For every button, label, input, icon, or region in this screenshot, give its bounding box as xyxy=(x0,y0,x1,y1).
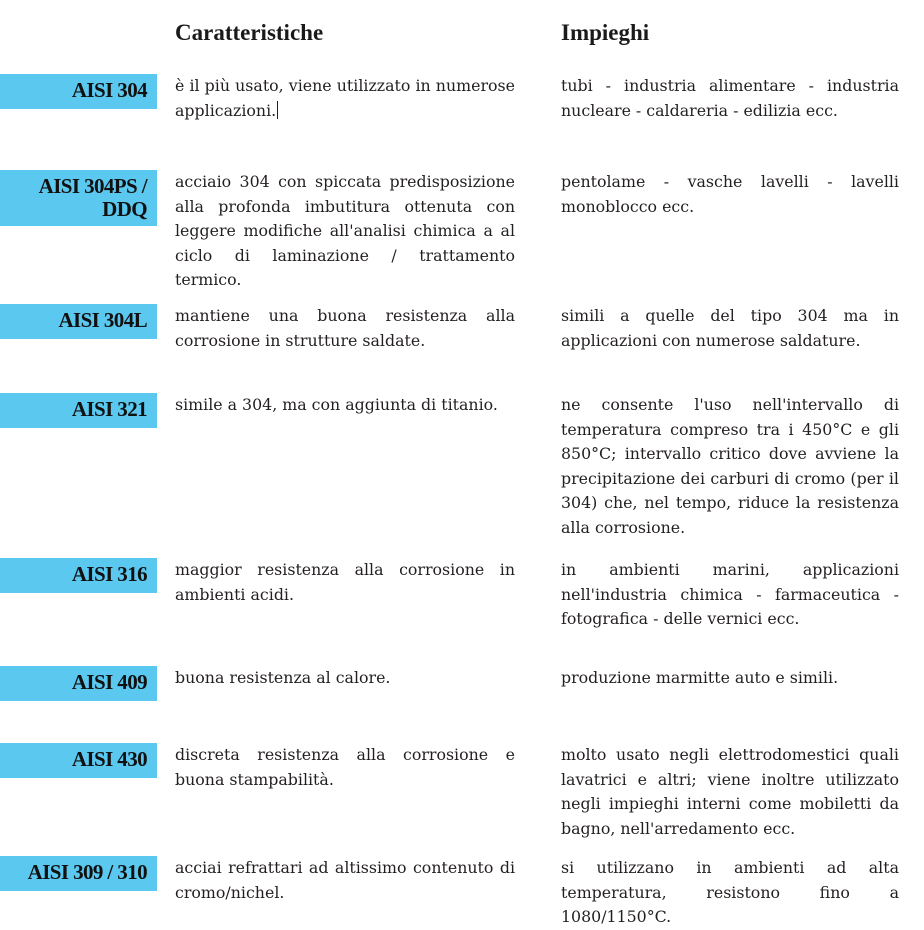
header-uses: Impieghi xyxy=(561,20,650,45)
grade-label-aisi-409: AISI 409 xyxy=(0,666,157,701)
grade-label-aisi-309-310: AISI 309 / 310 xyxy=(0,856,157,891)
characteristics-text: è il più usato, viene utilizzato in numerose applicazioni. xyxy=(175,76,515,120)
uses-cell-aisi-304l: simili a quelle del tipo 304 ma in applicazioni con numerose saldature. xyxy=(561,306,899,350)
uses-cell-aisi-309-310: si utilizzano in ambienti ad alta temperatura, resistono fino a 1080/1150°C. xyxy=(561,858,899,926)
grade-label-aisi-316: AISI 316 xyxy=(0,558,157,593)
characteristics-cell-aisi-304l: mantiene una buona resistenza alla corrosione in strutture saldate. xyxy=(175,306,515,350)
uses-cell-aisi-409: produzione marmitte auto e simili. xyxy=(561,668,839,687)
uses-cell-aisi-304ps: pentolame - vasche lavelli - lavelli monoblocco ecc. xyxy=(561,172,899,216)
characteristics-cell-aisi-409: buona resistenza al calore. xyxy=(175,668,391,687)
grade-label-aisi-304ps: AISI 304PS / DDQ xyxy=(0,170,157,226)
grade-label-aisi-430: AISI 430 xyxy=(0,743,157,778)
uses-cell-aisi-304: tubi - industria alimentare - industria nucleare - caldareria - edilizia ecc. xyxy=(561,76,899,120)
characteristics-cell-aisi-321: simile a 304, ma con aggiunta di titanio. xyxy=(175,395,498,414)
characteristics-cell-aisi-304ps: acciaio 304 con spiccata predisposizione alla profonda imbutitura ottenuta con leggere modifiche all'analisi chimica a al ciclo di laminazione / trattamento termico. xyxy=(175,172,515,289)
header-characteristics: Caratteristiche xyxy=(175,20,324,45)
uses-cell-aisi-430: molto usato negli elettrodomestici quali lavatrici e altri; viene inoltre utilizzato negli impieghi interni come mobiletti da bagno, nell'arredamento ecc. xyxy=(561,745,899,838)
grade-label-aisi-304: AISI 304 xyxy=(0,74,157,109)
uses-cell-aisi-321: ne consente l'uso nell'intervallo di temperatura compreso tra i 450°C e gli 850°C; intervallo critico dove avviene la precipitazione dei carburi di cromo (per il 304) che, nel tempo, riduce la resistenza alla corrosione. xyxy=(561,395,899,537)
grade-label-aisi-304l: AISI 304L xyxy=(0,304,157,339)
characteristics-cell-aisi-309-310: acciai refrattari ad altissimo contenuto di cromo/nichel. xyxy=(175,858,515,902)
characteristics-cell-aisi-304 xyxy=(175,74,515,123)
characteristics-cell-aisi-316: maggior resistenza alla corrosione in ambienti acidi. xyxy=(175,560,515,604)
uses-cell-aisi-316: in ambienti marini, applicazioni nell'industria chimica - farmaceutica - fotografica - delle vernici ecc. xyxy=(561,560,899,628)
grade-label-aisi-321: AISI 321 xyxy=(0,393,157,428)
characteristics-cell-aisi-430: discreta resistenza alla corrosione e buona stampabilità. xyxy=(175,745,515,789)
text-caret xyxy=(277,101,278,119)
